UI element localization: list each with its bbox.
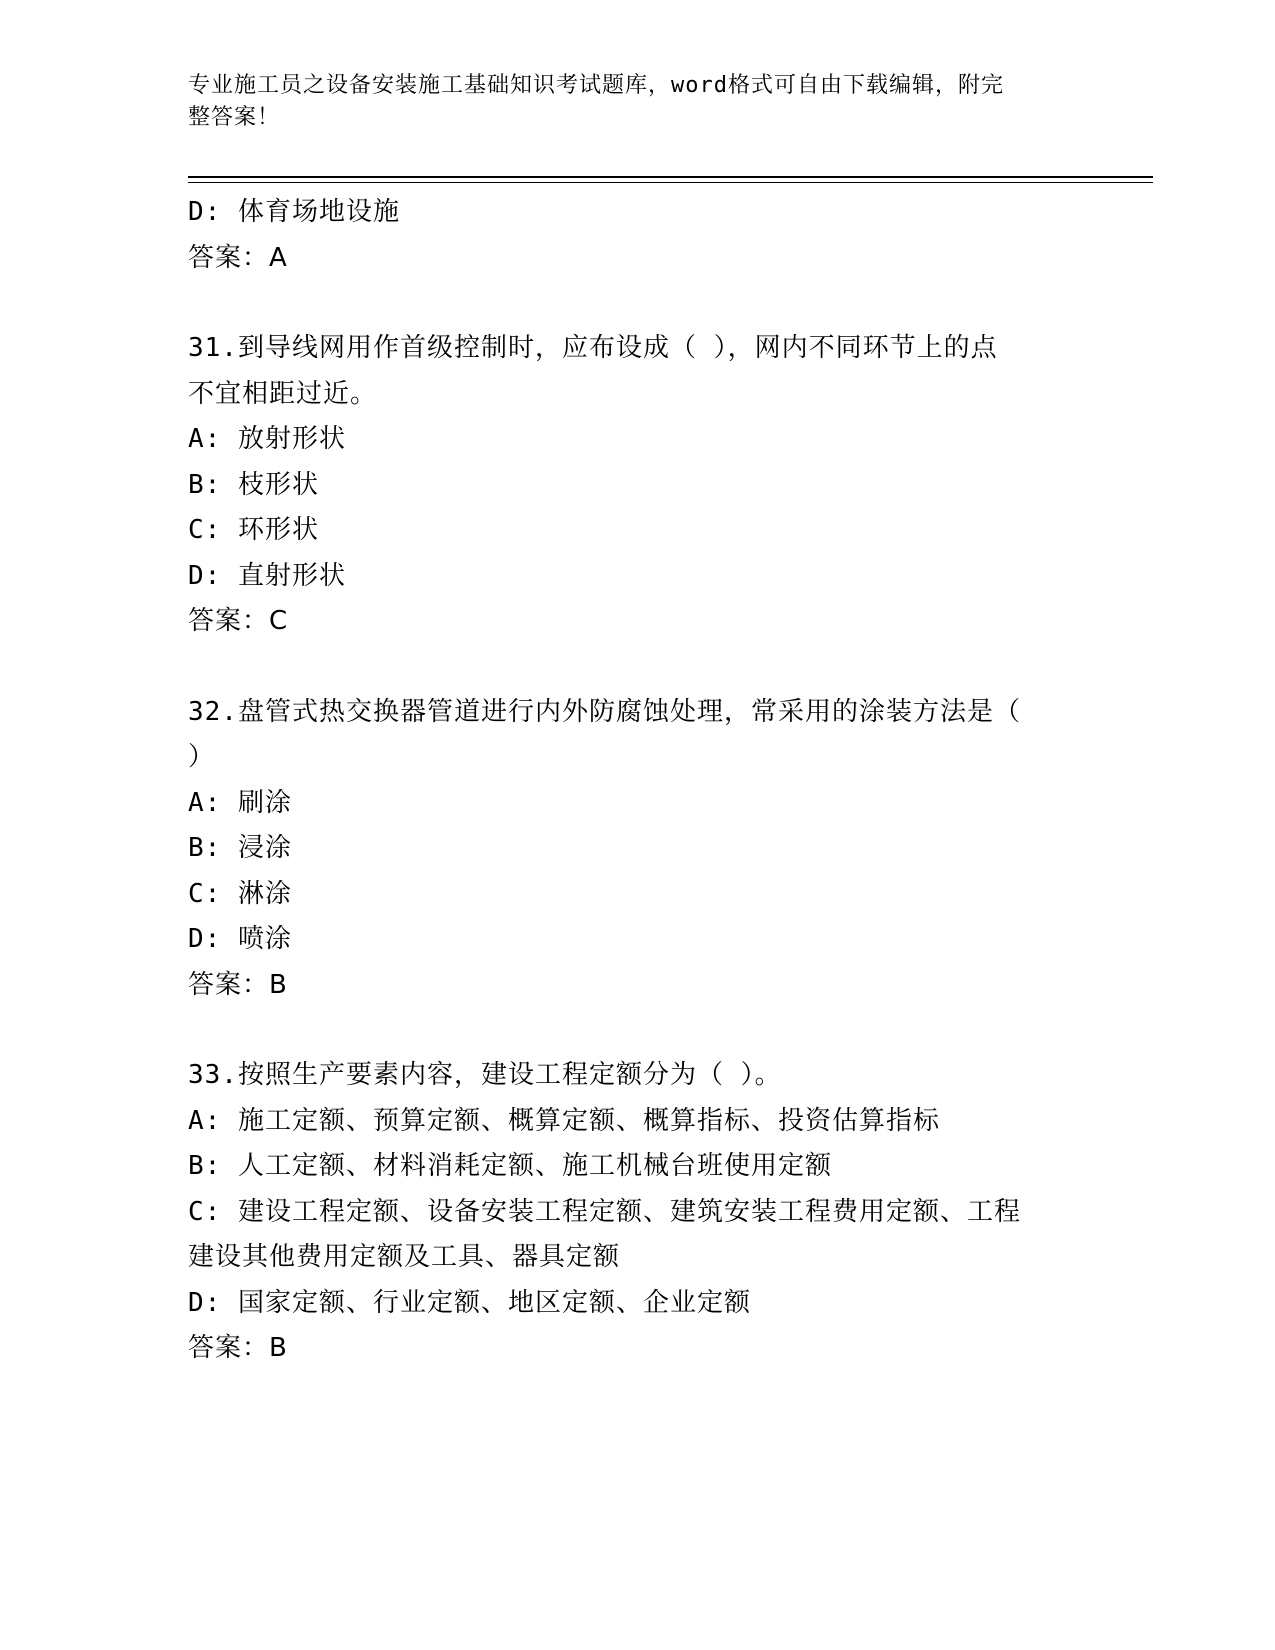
question-text-cont: 不宜相距过近。 <box>188 378 378 409</box>
page-header <box>188 70 1068 134</box>
option-c: C: 建设工程定额、设备安装工程定额、建筑安装工程费用定额、工程 <box>188 1196 1021 1227</box>
option-c: C: 环形状 <box>188 515 319 545</box>
option-d: D: 体育场地设施 <box>188 197 400 227</box>
question-text: 32.盘管式热交换器管道进行内外防腐蚀处理，常采用的涂装方法是（ <box>188 696 1021 727</box>
document-body <box>188 190 1088 1372</box>
spacer <box>188 645 1088 690</box>
question-31 <box>188 326 1088 645</box>
spacer <box>188 281 1088 326</box>
option-b: B: 枝形状 <box>188 469 319 500</box>
option-a: A: 放射形状 <box>188 424 346 454</box>
option-b: B: 人工定额、材料消耗定额、施工机械台班使用定额 <box>188 1151 832 1181</box>
option-b: B: 浸涂 <box>188 833 292 863</box>
question-text: 31.到导线网用作首级控制时，应布设成（ ），网内不同环节上的点 <box>188 333 998 363</box>
question-32 <box>188 690 1088 1009</box>
question-text-cont: ） <box>188 742 216 772</box>
header-line-2: 整答案！ <box>188 105 281 130</box>
header-divider-thin <box>188 182 1153 183</box>
answer: 答案：B <box>188 1333 288 1363</box>
answer: 答案：B <box>188 969 288 1000</box>
spacer <box>188 1008 1088 1053</box>
option-d: D: 喷涂 <box>188 924 292 954</box>
question-33 <box>188 1053 1088 1372</box>
option-a: A: 施工定额、预算定额、概算定额、概算指标、投资估算指标 <box>188 1105 940 1136</box>
option-c: C: 淋涂 <box>188 878 292 909</box>
option-d: D: 国家定额、行业定额、地区定额、企业定额 <box>188 1287 751 1318</box>
option-d: D: 直射形状 <box>188 560 346 591</box>
question-text: 33.按照生产要素内容，建设工程定额分为（ ）。 <box>188 1060 782 1090</box>
previous-question-tail <box>188 190 1088 281</box>
header-divider-thick <box>188 176 1153 178</box>
answer: 答案：C <box>188 606 289 636</box>
answer: 答案：A <box>188 242 288 273</box>
option-c-cont: 建设其他费用定额及工具、器具定额 <box>188 1242 621 1272</box>
header-line-1: 专业施工员之设备安装施工基础知识考试题库，word格式可自由下载编辑，附完 <box>188 73 1004 98</box>
option-a: A: 刷涂 <box>188 787 292 818</box>
